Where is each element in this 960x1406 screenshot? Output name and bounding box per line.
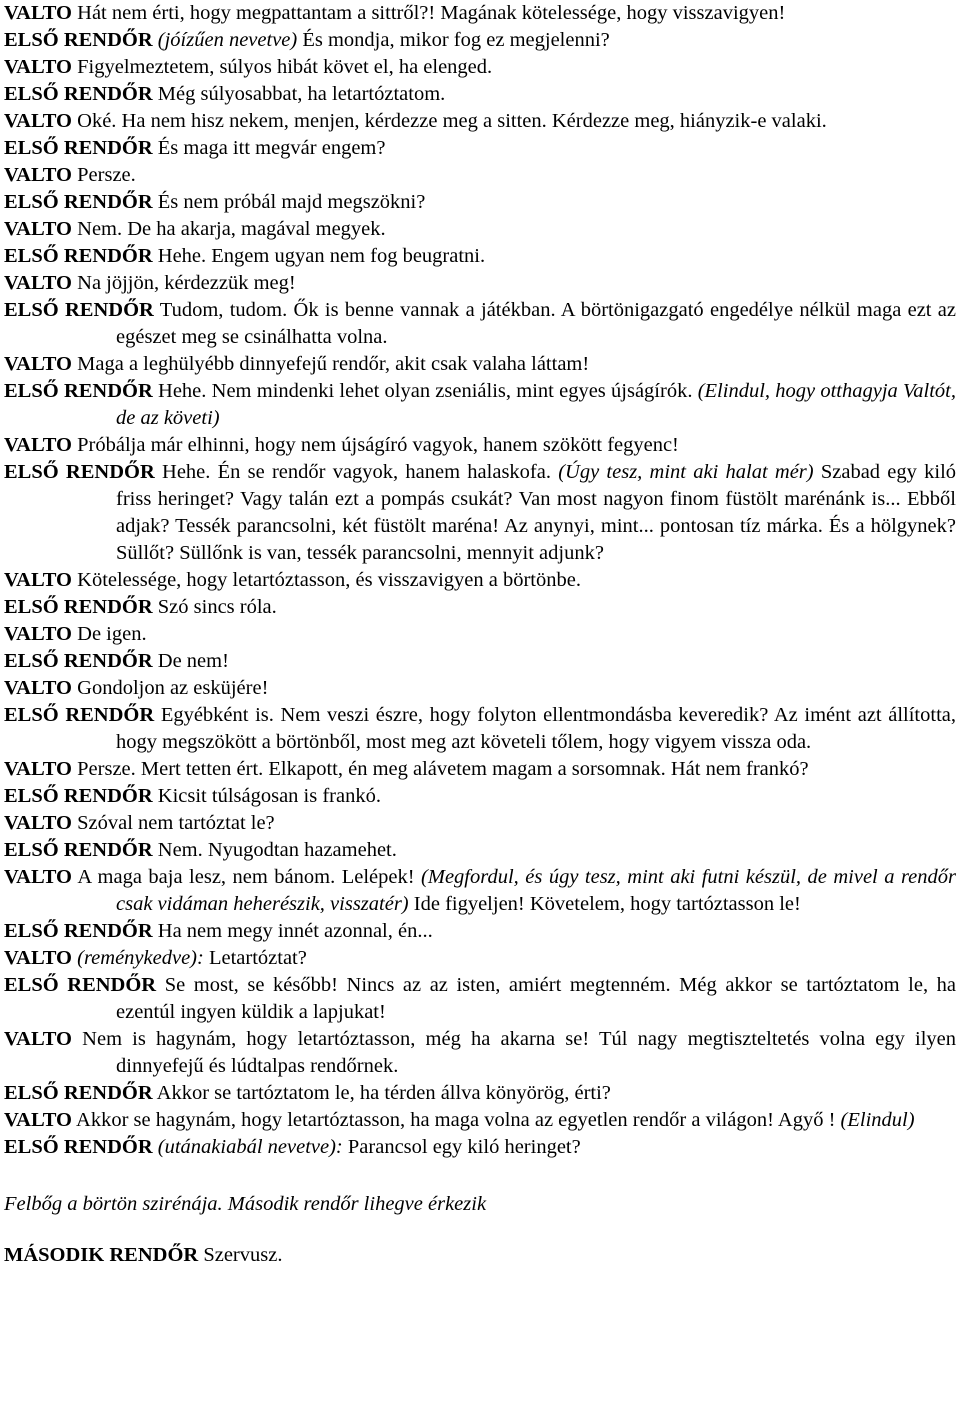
line-text: Ide figyeljen! Követelem, hogy tartóztasson le! <box>408 893 801 915</box>
dialogue-line <box>4 1080 956 1107</box>
speaker-name: MÁSODIK RENDŐR <box>4 1244 199 1266</box>
speaker-name: ELSŐ RENDŐR <box>4 704 155 726</box>
line-text: Tudom, tudom. Ők is benne vannak a játékban. A börtönigazgató engedélye nélkül maga ezt az egészet meg se csinálhatta volna. <box>116 299 956 348</box>
dialogue-line <box>4 810 956 837</box>
dialogue-line <box>4 108 956 135</box>
dialogue-line <box>4 1026 956 1080</box>
line-text: És nem próbál majd megszökni? <box>157 191 426 213</box>
line-text: Kötelessége, hogy letartóztasson, és visszavigyen a börtönbe. <box>77 569 581 591</box>
line-text: Szóval nem tartóztat le? <box>77 812 275 834</box>
line-text: Maga a leghülyébb dinnyefejű rendőr, akit csak valaha láttam! <box>77 353 590 375</box>
dialogue-line <box>4 567 956 594</box>
stage-direction-inline: (jóízűen nevetve) <box>157 29 298 51</box>
line-text: Nem. Nyugodtan hazamehet. <box>157 839 397 861</box>
dialogue-line <box>4 216 956 243</box>
speaker-name: VALTO <box>4 2 73 24</box>
speaker-name: VALTO <box>4 218 73 240</box>
dialogue-line <box>4 297 956 351</box>
dialogue-line <box>4 1134 956 1161</box>
speaker-name: ELSŐ RENDŐR <box>4 380 153 402</box>
speaker-name: ELSŐ RENDŐR <box>4 596 153 618</box>
stage-direction-inline: (Úgy tesz, mint aki halat mér) <box>558 461 814 483</box>
line-text: Persze. Mert tetten ért. Elkapott, én meg alávetem magam a sorsomnak. Hát nem frankó? <box>77 758 809 780</box>
stage-direction: Felbőg a börtön szirénája. Második rendőr lihegve érkezik <box>4 1193 487 1215</box>
dialogue-line <box>4 1107 956 1134</box>
stage-direction-inline: (Megfordul, és úgy tesz, mint aki futni készül, de mivel a rendőr csak vidáman heherészik, visszatér) <box>116 866 957 915</box>
speaker-name: ELSŐ RENDŐR <box>4 650 153 672</box>
speaker-name: VALTO <box>4 812 73 834</box>
line-text: Szervusz. <box>203 1244 283 1266</box>
line-text: De nem! <box>157 650 229 672</box>
dialogue-line <box>4 351 956 378</box>
dialogue-line <box>4 675 956 702</box>
stage-direction-inline: (Elindul) <box>840 1109 915 1131</box>
dialogue-line <box>4 918 956 945</box>
speaker-name: ELSŐ RENDŐR <box>4 785 153 807</box>
line-text: Se most, se később! Nincs az az isten, amiért megtenném. Még akkor se tartóztatom le, ha ezentúl ingyen küldik a lapjukat! <box>116 974 957 1023</box>
speaker-name: VALTO <box>4 272 73 294</box>
stage-direction-inline: (Elindul, hogy otthagyja Valtót, de az követi) <box>116 380 956 429</box>
speaker-name: ELSŐ RENDŐR <box>4 1136 153 1158</box>
line-text: Nem is hagynám, hogy letartóztasson, még ha akarna se! Túl nagy megtiszteltetés volna egy ilyen dinnyefejű és lúdtalpas rendőrnek. <box>82 1028 956 1077</box>
line-text: Kicsit túlságosan is frankó. <box>157 785 381 807</box>
line-text: Még súlyosabbat, ha letartóztatom. <box>157 83 446 105</box>
line-text: Szabad egy kiló friss heringet? Vagy talán ezt a pompás csukát? Van most nagyon finom füstölt marénánk is... Ebből adjak? Tessék parancsolni, két füstölt maréna! Az anynyi, mint... pontosan tíz márka. És a hölgynek? Süllőt? Süllőnk is van, tessék parancsolni, mennyit adjunk? <box>116 461 957 564</box>
dialogue-line <box>4 378 956 432</box>
dialogue-line <box>4 81 956 108</box>
speaker-name: VALTO <box>4 1028 73 1050</box>
line-text: Gondoljon az esküjére! <box>77 677 269 699</box>
dialogue-line <box>4 54 956 81</box>
dialogue-line <box>4 189 956 216</box>
speaker-name: ELSŐ RENDŐR <box>4 920 153 942</box>
dialogue-line <box>4 864 956 918</box>
line-text: Hehe. Nem mindenki lehet olyan zseniális, mint egyes újságírók. <box>158 380 698 402</box>
line-text: Letartóztat? <box>203 947 307 969</box>
dialogue-line <box>4 135 956 162</box>
speaker-name: ELSŐ RENDŐR <box>4 29 153 51</box>
speaker-name: VALTO <box>4 677 73 699</box>
dialogue-line <box>4 783 956 810</box>
dialogue-line <box>4 27 956 54</box>
speaker-name: VALTO <box>4 353 73 375</box>
speaker-name: VALTO <box>4 164 73 186</box>
dialogue-line <box>4 243 956 270</box>
speaker-name: VALTO <box>4 110 73 132</box>
speaker-name: ELSŐ RENDŐR <box>4 839 153 861</box>
line-text: Akkor se tartóztatom le, ha térden állva könyörög, érti? <box>156 1082 611 1104</box>
speaker-name: ELSŐ RENDŐR <box>4 461 155 483</box>
dialogue-line <box>4 270 956 297</box>
dialogue-line <box>4 945 956 972</box>
dialogue-line <box>4 756 956 783</box>
speaker-name: VALTO <box>4 434 73 456</box>
speaker-name: ELSŐ RENDŐR <box>4 245 153 267</box>
dialogue-line <box>4 972 956 1026</box>
line-text: Oké. Ha nem hisz nekem, menjen, kérdezze meg a sitten. Kérdezze meg, hiányzik-e valaki. <box>77 110 827 132</box>
dialogue-line <box>4 432 956 459</box>
line-text: Hehe. Én se rendőr vagyok, hanem halaskofa. <box>162 461 559 483</box>
line-text: Akkor se hagynám, hogy letartóztasson, ha maga volna az egyetlen rendőr a világon! Agyő ! <box>76 1109 841 1131</box>
dialogue-line <box>4 621 956 648</box>
speaker-name: VALTO <box>4 1109 73 1131</box>
dialogue-line <box>4 702 956 756</box>
speaker-name: ELSŐ RENDŐR <box>4 974 157 996</box>
speaker-name: VALTO <box>4 56 73 78</box>
line-text: Na jöjjön, kérdezzük meg! <box>77 272 296 294</box>
line-text: Figyelmeztetem, súlyos hibát követ el, ha elenged. <box>77 56 493 78</box>
speaker-name: VALTO <box>4 623 73 645</box>
speaker-name: VALTO <box>4 758 73 780</box>
line-text: Persze. <box>77 164 136 186</box>
stage-direction-inline: (reménykedve): <box>77 947 204 969</box>
dialogue-line <box>4 648 956 675</box>
line-text: A maga baja lesz, nem bánom. Lelépek! <box>77 866 422 888</box>
line-text: Parancsol egy kiló heringet? <box>342 1136 581 1158</box>
stage-direction-inline: (utánakiabál nevetve): <box>157 1136 343 1158</box>
line-text: Hehe. Engem ugyan nem fog beugratni. <box>157 245 486 267</box>
line-text: De igen. <box>77 623 147 645</box>
dialogue-line-final <box>4 1242 956 1269</box>
line-text: Egyébként is. Nem veszi észre, hogy folyton ellentmondásba keveredik? Az imént azt állította, hogy megszökött a börtönből, most meg azt követeli tőlem, hogy vigyem vissza oda. <box>116 704 956 753</box>
line-text: Ha nem megy innét azonnal, én... <box>157 920 433 942</box>
speaker-name: ELSŐ RENDŐR <box>4 83 153 105</box>
line-text: És maga itt megvár engem? <box>157 137 386 159</box>
speaker-name: VALTO <box>4 866 73 888</box>
dialogue-line <box>4 162 956 189</box>
dialogue-line <box>4 594 956 621</box>
speaker-name: VALTO <box>4 569 73 591</box>
speaker-name: ELSŐ RENDŐR <box>4 191 153 213</box>
line-text: Hát nem érti, hogy megpattantam a sittről?! Magának kötelessége, hogy visszavigyen! <box>77 2 786 24</box>
speaker-name: VALTO <box>4 947 73 969</box>
dialogue-line <box>4 459 956 567</box>
speaker-name: ELSŐ RENDŐR <box>4 1082 153 1104</box>
dialogue-block <box>4 0 956 1161</box>
line-text: Nem. De ha akarja, magával megyek. <box>77 218 386 240</box>
speaker-name: ELSŐ RENDŐR <box>4 137 153 159</box>
line-text: És mondja, mikor fog ez megjelenni? <box>297 29 610 51</box>
line-text: Próbálja már elhinni, hogy nem újságíró vagyok, hanem szökött fegyenc! <box>77 434 679 456</box>
line-text: Szó sincs róla. <box>157 596 277 618</box>
dialogue-line <box>4 0 956 27</box>
speaker-name: ELSŐ RENDŐR <box>4 299 154 321</box>
dialogue-line <box>4 837 956 864</box>
